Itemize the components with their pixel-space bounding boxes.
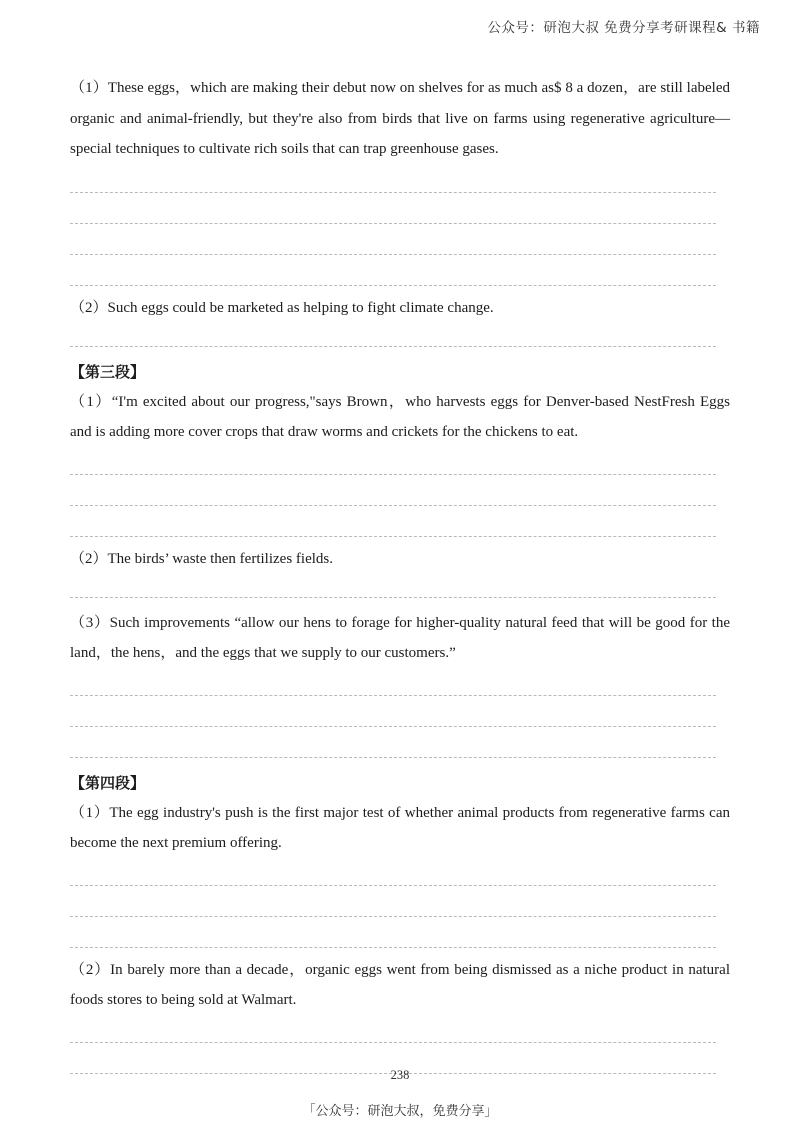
sentence-p4-2: （2）In barely more than a decade，organic eggs went from being dismissed as a niche product in natural foods stores to being sold at Walmart. <box>70 961 730 1008</box>
sentence-p4-1: （1）The egg industry's push is the first major test of whether animal products from regenerative farms can become the next premium offering. <box>70 804 730 851</box>
answer-line[interactable] <box>70 734 730 765</box>
answer-line[interactable] <box>70 924 730 955</box>
answer-line[interactable] <box>70 893 730 924</box>
sentence-p2-2: （2）Such eggs could be marketed as helping to fight climate change. <box>70 299 494 316</box>
answer-line[interactable] <box>70 1019 730 1050</box>
sentence-p3-1: （1）“I'm excited about our progress,"says Brown，who harvests eggs for Denver-based NestFresh Eggs and is adding more cover crops that draw worms and crickets for the chickens to eat. <box>70 393 730 440</box>
page-footer: 「公众号：研泡大叔，免费分享」 <box>302 1104 498 1119</box>
page-number: 238 <box>390 1068 410 1082</box>
answer-line[interactable] <box>70 672 730 703</box>
sentence-p3-2: （2）The birds’ waste then fertilizes fields. <box>70 550 333 567</box>
answer-line[interactable] <box>70 703 730 734</box>
answer-line[interactable] <box>70 323 730 354</box>
answer-line[interactable] <box>70 574 730 605</box>
answer-line[interactable] <box>70 451 730 482</box>
sentence-p3-3: （3）Such improvements “allow our hens to forage for higher-quality natural feed that will be good for the land，the hens，and the eggs that we supply to our customers.” <box>70 614 730 661</box>
answer-line[interactable] <box>70 169 730 200</box>
section-heading-4: 【第四段】 <box>70 773 146 792</box>
page-header: 公众号：研泡大叔 免费分享考研课程& 书籍 <box>487 20 760 36</box>
answer-line[interactable] <box>70 231 730 262</box>
answer-line[interactable] <box>70 862 730 893</box>
answer-line[interactable] <box>70 482 730 513</box>
answer-line[interactable] <box>70 262 730 293</box>
worksheet-content <box>70 73 730 1081</box>
sentence-p2-1: （1）These eggs，which are making their debut now on shelves for as much as$ 8 a dozen，are still labeled organic and animal-friendly, but they're also from birds that live on farms using regenerative agriculture—special techniques to cultivate rich soils that can trap greenhouse gases. <box>70 80 730 157</box>
answer-line[interactable] <box>70 513 730 544</box>
answer-line[interactable] <box>70 200 730 231</box>
section-heading-3: 【第三段】 <box>70 362 146 381</box>
